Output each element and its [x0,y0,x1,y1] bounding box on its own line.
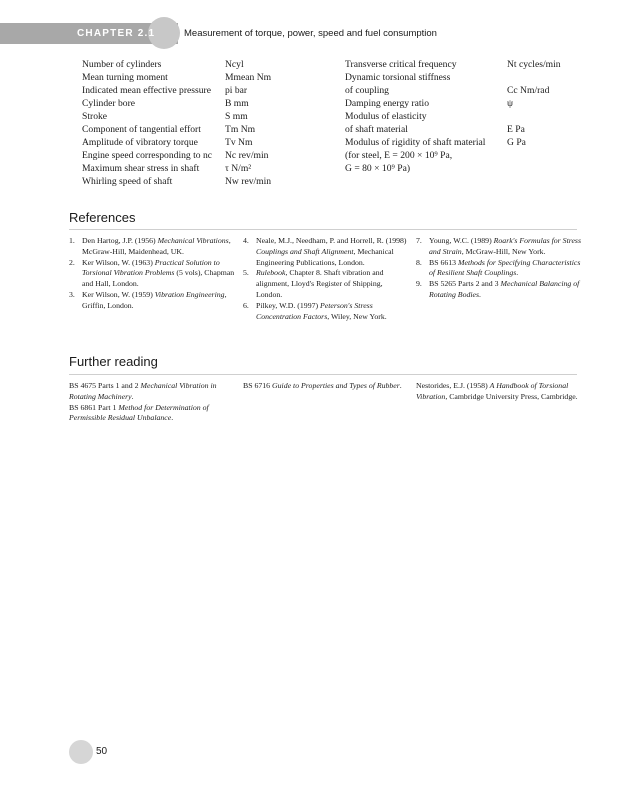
further-reading-text: Mechanical Vibration in Rotating Machinery [69,381,217,401]
reference-text: , McGraw-Hill, New York. [461,246,546,256]
symbol-label: Dynamic torsional stiffness [345,72,451,83]
reference-text: Ker Wilson, W. (1963) [82,257,155,267]
symbol-value: τ N/m² [225,163,252,174]
reference-text: Methods for Specifying Characteristics of Resilient Shaft Couplings [429,257,581,278]
symbol-row [82,123,322,136]
symbol-label: of shaft material [345,124,408,135]
symbol-value: B mm [225,98,249,109]
reference-number: 3. [69,289,75,299]
further-reading-text: BS 6716 [243,381,273,390]
chapter-label: CHAPTER 2.1 [77,28,156,39]
reference-text: Rulebook [256,268,286,278]
reference-text: Ker Wilson, W. (1959) [82,289,155,299]
symbol-list-right [345,58,585,175]
further-reading-text: Method for Determination of Permissible Residual Unbalance [69,402,209,423]
symbol-label: Component of tangential effort [82,124,201,135]
further-reading-text: BS 6861 Part 1 [69,402,119,412]
further-reading-text: Guide to Properties and Types of Rubber [272,381,400,390]
reference-number: 9. [416,279,422,289]
reference-item [69,236,235,258]
reference-number: 7. [416,236,422,245]
further-reading-text: , Cambridge University Press, Cambridge. [445,391,578,401]
reference-number: 8. [416,257,422,267]
reference-text: Pilkey, W.D. (1997) [256,300,321,310]
reference-number: 5. [243,268,249,278]
symbol-value: S mm [225,111,248,122]
reference-item [416,258,582,280]
reference-item [416,236,582,258]
reference-number: 6. [243,300,249,310]
chapter-title: Measurement of torque, power, speed and fuel consumption [184,28,437,39]
symbol-label: Number of cylinders [82,59,162,70]
symbol-label: Indicated mean effective pressure [82,85,212,96]
symbol-value: Nc rev/min [225,150,269,161]
symbol-row [82,175,322,188]
symbol-row [345,110,585,123]
symbol-label: Amplitude of vibratory torque [82,137,198,148]
references-column-3 [416,236,582,301]
reference-text: , McGraw-Hill, Maidenhead, UK. [82,236,231,256]
reference-text: Couplings and Shaft Alignment [256,246,354,256]
reference-text: , Mechanical Engineering Publications, London. [256,246,394,267]
reference-text: Vibration Engineering [154,289,225,299]
further-reading-rule [69,374,577,375]
symbol-label: Modulus of elasticity [345,111,427,122]
reference-item [69,290,235,312]
reference-text: Mechanical Vibrations [157,236,229,245]
symbol-row [82,71,322,84]
symbol-row [345,149,585,162]
symbol-value: Tv Nm [225,137,253,148]
reference-item [243,236,409,268]
reference-text: , Griffin, London. [82,289,227,310]
reference-item [416,279,582,301]
symbol-row [345,97,585,110]
symbol-value: pi bar [225,85,248,96]
reference-text: , Wiley, New York. [327,311,387,321]
symbol-label: G = 80 × 10⁹ Pa) [345,163,411,174]
symbol-label: Cylinder bore [82,98,136,109]
symbol-label: Transverse critical frequency [345,59,457,70]
reference-item [243,301,409,323]
further-reading-item [69,403,235,425]
reference-number: 1. [69,236,75,245]
references-column-2 [243,236,409,322]
symbol-value: Cc Nm/rad [507,85,550,96]
symbol-label: Whirling speed of shaft [82,176,173,187]
reference-text: (5 vols), Chapman and Hall, London. [82,268,235,289]
reference-text: Peterson's Stress Concentration Factors [256,300,373,321]
symbol-label: (for steel, E = 200 × 10⁹ Pa, [345,150,453,161]
further-reading-item [243,381,409,392]
further-reading-item [69,381,235,403]
symbol-value: Ncyl [225,59,244,70]
symbol-row [345,71,585,84]
symbol-row [82,110,322,123]
reference-text: , Chapter 8. Shaft vibration and alignment, Lloyd's Register of Shipping, London. [256,268,384,299]
symbol-row [345,84,585,97]
reference-item [243,268,409,300]
reference-text: Neale, M.J., Needham, P. and Horrell, R. (1998) [256,236,407,245]
symbol-label: Maximum shear stress in shaft [82,163,200,174]
symbol-row [345,123,585,136]
page-number: 50 [96,746,108,757]
symbol-list-left [82,58,322,188]
symbol-value: Mmean Nm [225,72,272,83]
reference-text: . [516,268,519,278]
further-reading-heading: Further reading [69,354,158,369]
reference-text: Young, W.C. (1989) [429,236,494,245]
symbol-row [82,136,322,149]
symbol-label: Damping energy ratio [345,98,430,109]
symbol-value: ψ [507,98,514,109]
reference-text: Practical Solution to Torsional Vibration Problems [82,257,220,278]
reference-text: Roark's Formulas for Stress and Strain [429,236,582,256]
further-reading-column-2 [243,381,409,392]
further-reading-text: . [171,413,174,423]
symbol-row [82,97,322,110]
reference-text: BS 5265 Parts 2 and 3 [429,279,501,289]
symbol-row [82,84,322,97]
reference-item [69,258,235,290]
symbol-row [82,162,322,175]
symbol-value: Tm Nm [225,124,256,135]
symbol-row [345,58,585,71]
references-rule [69,229,577,230]
symbol-value: G Pa [507,137,526,148]
symbol-row [82,149,322,162]
symbol-value: Nw rev/min [225,176,272,187]
reference-number: 4. [243,236,249,245]
further-reading-text: . [399,381,402,390]
symbol-row [82,58,322,71]
reference-text: . [479,289,481,299]
symbol-row [345,136,585,149]
symbol-label: Stroke [82,111,108,122]
symbol-row [345,162,585,175]
symbol-label: Mean turning moment [82,72,168,83]
further-reading-text: BS 4675 Parts 1 and 2 [69,381,141,390]
further-reading-text: Nestorides, E.J. (1958) [416,381,490,390]
symbol-label: Engine speed corresponding to nc [82,150,213,161]
symbol-value: Nt cycles/min [507,59,561,70]
reference-text: Den Hartog, J.P. (1956) [82,236,158,245]
further-reading-item [416,381,582,403]
symbol-label: of coupling [345,85,389,96]
further-reading-text: . [131,391,134,401]
reference-number: 2. [69,257,75,267]
further-reading-column-3 [416,381,582,403]
references-column-1 [69,236,235,312]
symbol-label: Modulus of rigidity of shaft material [345,137,486,148]
references-heading: References [69,210,136,225]
page-number-circle [69,740,93,764]
reference-text: BS 6613 [429,257,459,267]
further-reading-column-1 [69,381,235,424]
reference-text: Mechanical Balancing of Rotating Bodies [429,279,580,299]
further-reading-text: A Handbook of Torsional Vibration [416,381,569,401]
symbol-value: E Pa [507,124,525,135]
